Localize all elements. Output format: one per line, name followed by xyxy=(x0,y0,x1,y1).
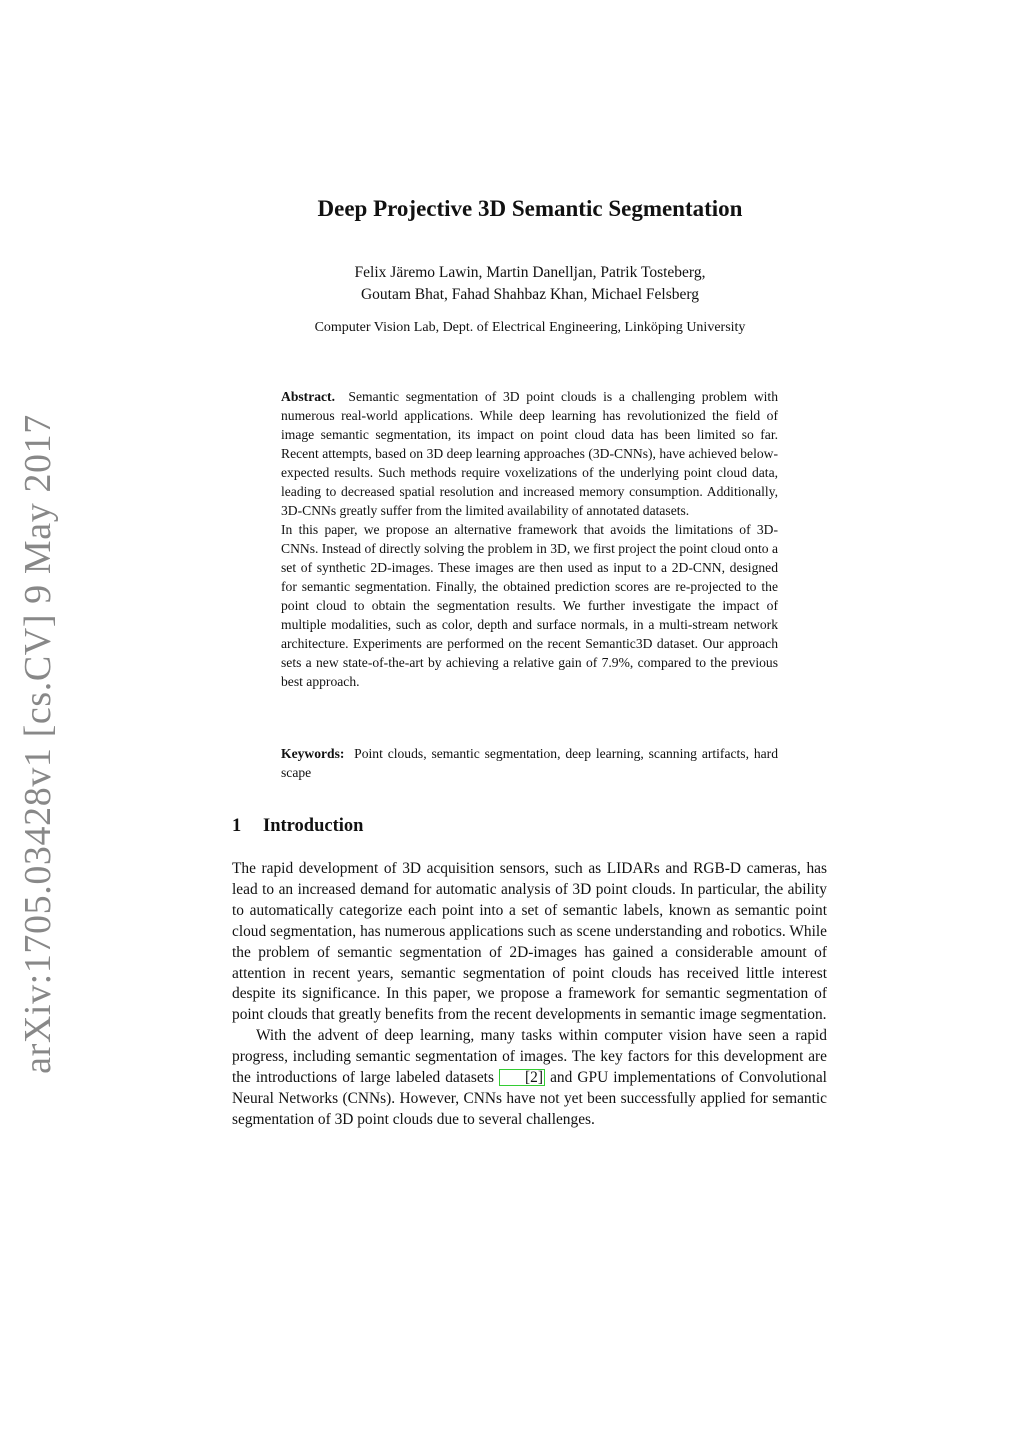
author-line-1: Felix Järemo Lawin, Martin Danelljan, Patrik Tosteberg, xyxy=(354,264,706,281)
section-heading-introduction xyxy=(232,816,363,837)
keywords xyxy=(281,744,778,782)
keywords-text: Point clouds, semantic segmentation, deep learning, scanning artifacts, hard scape xyxy=(281,746,778,780)
abstract-label: Abstract. xyxy=(281,389,335,404)
abstract-paragraph-1 xyxy=(281,387,778,520)
section-number: 1 xyxy=(232,816,242,836)
arxiv-identifier-stamp: arXiv:1705.03428v1 [cs.CV] 9 May 2017 xyxy=(17,414,59,1074)
affiliation: Computer Vision Lab, Dept. of Electrical Engineering, Linköping University xyxy=(314,320,746,335)
abstract xyxy=(281,387,778,691)
intro-paragraph-1: The rapid development of 3D acquisition sensors, such as LIDARs and RGB-D cameras, has lead to an increased demand for automatic analysis of 3D point clouds. In particular, the ability to automatically categorize each point into a set of semantic labels, known as semantic point cloud segmentation, has numerous applications such as scene understanding and robotics. While the problem of semantic segmentation of 2D-images has gained a considerable amount of attention in recent years, semantic segmentation of point clouds has received little interest despite its significance. In this paper, we propose a framework for semantic segmentation of point clouds that greatly benefits from the recent developments in semantic image segmentation. xyxy=(232,860,827,1024)
abstract-text-1: Semantic segmentation of 3D point clouds is a challenging problem with numerous real-world applications. While deep learning has revolutionized the field of image semantic segmentation, its impact on point cloud data has been limited so far. Recent attempts, based on 3D deep learning approaches (3D-CNNs), have achieved below-expected results. Such methods require voxelizations of the underlying point cloud data, leading to decreased spatial resolution and increased memory consumption. Additionally, 3D-CNNs greatly suffer from the limited availability of annotated datasets. xyxy=(281,389,778,518)
keywords-label: Keywords: xyxy=(281,746,345,761)
intro-paragraph-2-part-1: With the advent of deep learning, many tasks within computer vision have seen a rapid progress, including semantic segmentation of images. The key factors for this development are the introductions of large labeled datasets xyxy=(232,1027,827,1087)
paper-title: Deep Projective 3D Semantic Segmentation xyxy=(317,196,743,221)
citation-link[interactable]: [2] xyxy=(499,1069,545,1086)
intro-paragraph-2 xyxy=(232,1026,827,1131)
author-list xyxy=(0,262,1024,306)
author-line-2: Goutam Bhat, Fahad Shahbaz Khan, Michael Felsberg xyxy=(360,286,700,303)
section-title: Introduction xyxy=(263,816,364,836)
intro-paragraph-2-part-2: and GPU implementations of Convolutional Neural Networks (CNNs). However, CNNs have not yet been successfully applied for semantic segmentation of 3D point clouds due to several challenges. xyxy=(232,1069,827,1128)
introduction-body xyxy=(232,859,827,1131)
abstract-paragraph-2: In this paper, we propose an alternative framework that avoids the limitations of 3D-CNNs. Instead of directly solving the problem in 3D, we first project the point cloud onto a set of synthetic 2D-images. These images are then used as input to a 2D-CNN, designed for semantic segmentation. Finally, the obtained prediction scores are re-projected to the point cloud to obtain the segmentation results. We further investigate the impact of multiple modalities, such as color, depth and surface normals, in a multi-stream network architecture. Experiments are performed on the recent Semantic3D dataset. Our approach sets a new state-of-the-art by achieving a relative gain of 7.9%, compared to the previous best approach. xyxy=(281,522,778,689)
